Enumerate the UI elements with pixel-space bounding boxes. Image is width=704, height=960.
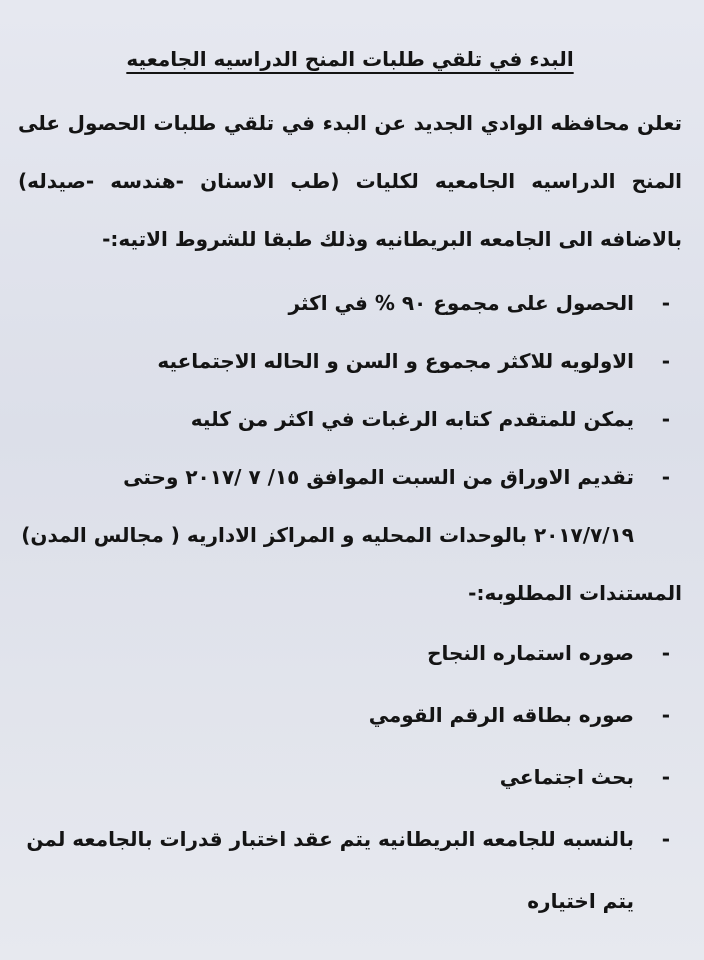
conditions-list [18,274,682,564]
bullet-dash: - [661,827,670,851]
condition-item [18,390,682,448]
document-item [18,808,682,932]
document-text: بالنسبه للجامعه البريطانيه يتم عقد اختبار قدرات بالجامعه لمن يتم اختياره [26,827,634,913]
condition-text: الحصول على مجموع ٩٠ % في اكثر [288,291,634,315]
condition-text: الاولويه للاكثر مجموع و السن و الحاله الاجتماعيه [157,349,634,373]
documents-heading: المستندات المطلوبه:- [468,581,682,605]
bullet-dash: - [661,407,670,431]
document-text: بحث اجتماعي [499,765,634,789]
document-item [18,622,682,684]
document-item [18,684,682,746]
document-text: صوره استماره النجاح [427,641,634,665]
condition-item [18,448,682,564]
condition-text: يمكن للمتقدم كتابه الرغبات في اكثر من كليه [190,407,634,431]
bullet-dash: - [661,703,670,727]
bullet-dash: - [661,641,670,665]
announcement-intro: تعلن محافظه الوادي الجديد عن البدء في تلقي طلبات الحصول على المنح الدراسيه الجامعيه لكليات (طب الاسنان -هندسه -صيدله) بالاضافه الى الجامعه البريطانيه وذلك طبقا للشروط الاتيه:- [18,111,682,251]
documents-list [18,622,682,932]
condition-item [18,332,682,390]
bullet-dash: - [661,765,670,789]
condition-text: تقديم الاوراق من السبت الموافق ١٥/ ٧ /٢٠١٧ وحتى ٢٠١٧/٧/١٩ بالوحدات المحليه و المراكز الاداريه ( مجالس المدن) [21,465,634,547]
document-item [18,746,682,808]
bullet-dash: - [661,465,670,489]
document-text: صوره بطاقه الرقم القومي [368,703,634,727]
condition-item [18,274,682,332]
announcement-title: البدء في تلقي طلبات المنح الدراسيه الجامعيه [126,47,574,71]
bullet-dash: - [661,291,670,315]
bullet-dash: - [661,349,670,373]
